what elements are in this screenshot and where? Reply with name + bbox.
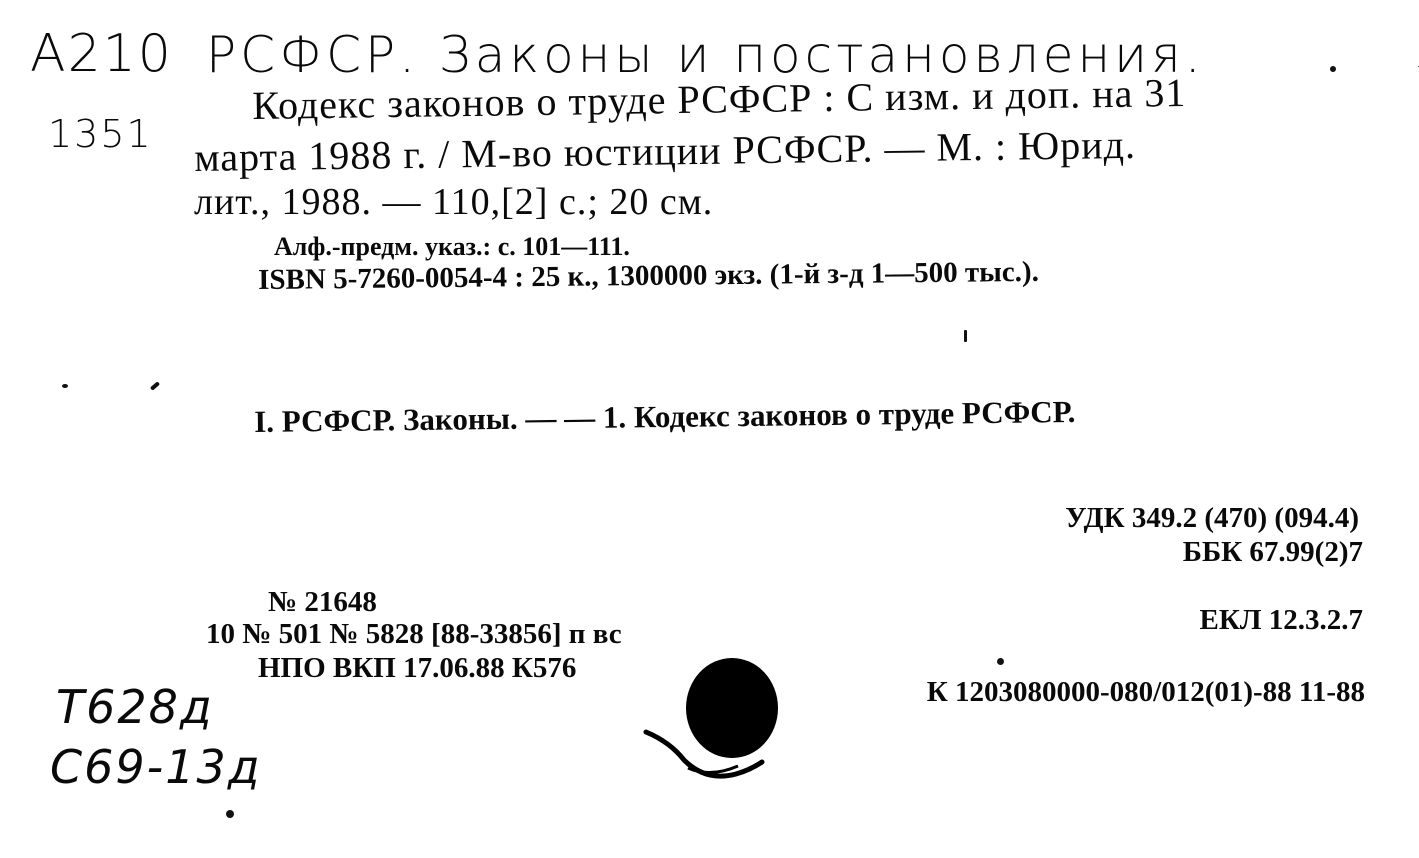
udk-code: УДК 349.2 (470) (094.4) bbox=[1065, 502, 1359, 534]
tracings: I. РСФСР. Законы. — — 1. Кодекс законов о труде РСФСР. bbox=[254, 393, 1076, 439]
stamp-blot bbox=[640, 650, 790, 790]
scan-speck bbox=[1330, 66, 1336, 72]
k-code: К 1203080000-080/012(01)-88 11-88 bbox=[926, 676, 1365, 708]
scan-speck bbox=[150, 381, 160, 390]
ekl-code: ЕКЛ 12.3.2.7 bbox=[1199, 604, 1363, 636]
scan-speck bbox=[997, 658, 1004, 665]
scan-speck bbox=[62, 384, 68, 388]
handwritten-shelf-mark-2: С69-13д bbox=[50, 740, 262, 794]
handwritten-subject-heading: РСФСР. Законы и постановления. bbox=[206, 26, 1205, 84]
handwritten-code-2: 1351 bbox=[48, 112, 153, 156]
print-number: № 21648 bbox=[268, 586, 377, 618]
scan-speck bbox=[226, 810, 234, 818]
bbk-code: ББК 67.99(2)7 bbox=[1182, 536, 1363, 568]
print-order-line: 10 № 501 № 5828 [88-33856] п вс bbox=[206, 618, 622, 650]
entry-title-line-2: марта 1988 г. / М-во юстиции РСФСР. — М. : Юрид. bbox=[194, 121, 1137, 180]
handwritten-code: A210 bbox=[30, 24, 173, 84]
print-npo-line: НПО ВКП 17.06.88 К576 bbox=[258, 652, 577, 684]
isbn-line: ISBN 5-7260-0054-4 : 25 к., 1300000 экз. (1-й з-д 1—500 тыс.). bbox=[258, 255, 1040, 296]
scan-speck bbox=[964, 330, 967, 342]
entry-title-line-1: Кодекс законов о труде РСФСР : С изм. и доп. на 31 bbox=[252, 69, 1187, 128]
entry-title-line-3: лит., 1988. — 110,[2] с.; 20 см. bbox=[194, 181, 714, 223]
note-subject-index: Алф.-предм. указ.: с. 101—111. bbox=[274, 232, 630, 261]
handwritten-shelf-mark-1: Т628д bbox=[56, 680, 214, 734]
